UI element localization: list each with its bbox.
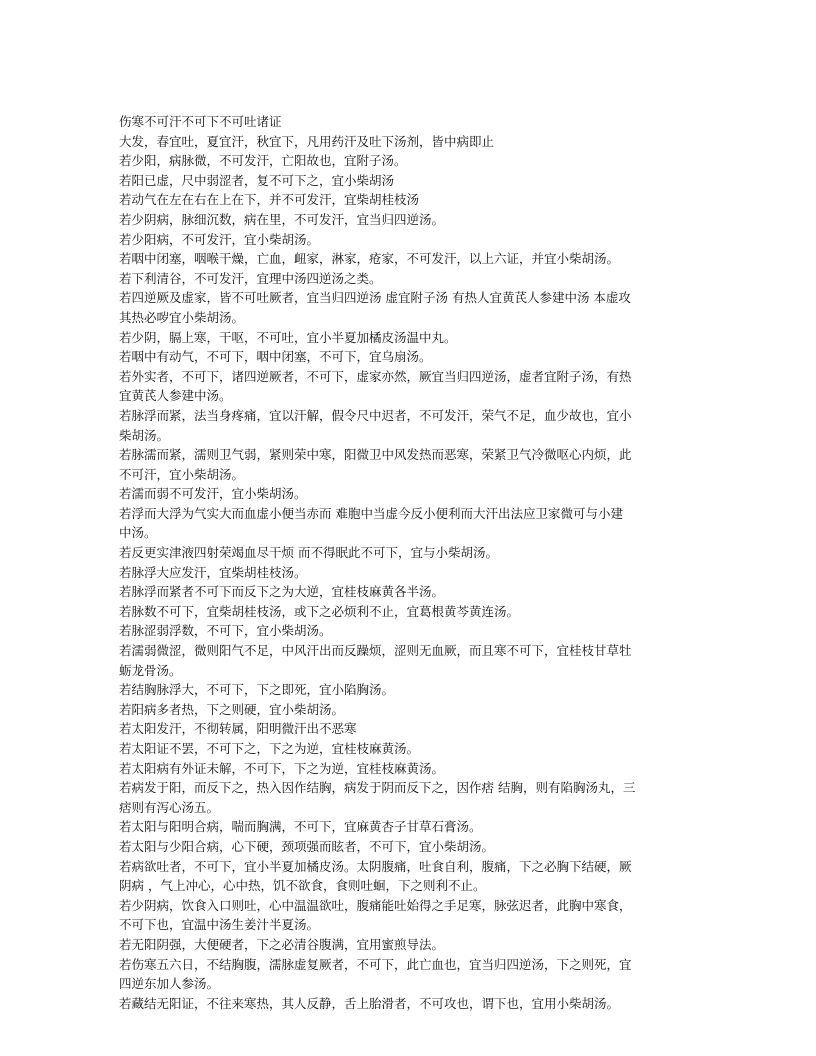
text-line: 不可下也，宜温中汤生姜汁半夏汤。 bbox=[119, 917, 320, 933]
text-line: 四逆东加人参汤。 bbox=[119, 976, 220, 992]
text-line: 若下利清谷，不可发汗，宜理中汤四逆汤之类。 bbox=[119, 270, 382, 286]
text-line: 若太阳与阳明合病，喘而胸满，不可下，宜麻黄杏子甘草石膏汤。 bbox=[119, 819, 482, 835]
text-line: 若动气在左在右在上在下，并不可发汗，宜柴胡桂枝汤 bbox=[119, 192, 420, 208]
document-title: 伤寒不可汗不可下不可吐诸证 bbox=[119, 114, 282, 129]
text-line: 若太阳与少阳合病，心下硬，颈项强而眩者，不可下，宜小柴胡汤。 bbox=[119, 838, 495, 854]
text-line: 大发，春宜吐，夏宜汗，秋宜下，凡用药汗及吐下汤剂，皆中病即止 bbox=[119, 133, 495, 149]
text-line: 若四逆厥及虚家，皆不可吐厥者，宜当归四逆汤 虚宜附子汤 有热人宜黄芪人参建中汤 本虚攻 bbox=[119, 290, 631, 306]
text-line: 若脉浮大应发汗，宜柴胡桂枝汤。 bbox=[119, 564, 307, 580]
text-line: 若外实者，不可下，诸四逆厥者，不可下，虚家亦然，厥宜当归四逆汤，虚者宜附子汤，有热 bbox=[119, 368, 632, 384]
text-line: 若脉数不可下，宜柴胡桂枝汤，或下之必烦利不止，宜葛根黄芩黄连汤。 bbox=[119, 603, 520, 619]
text-line: 若太阳病有外证未解，不可下，下之为逆，宜桂枝麻黄汤。 bbox=[119, 760, 445, 776]
text-line: 若脉浮而紧，法当身疼痛，宜以汗解，假令尺中迟者，不可发汗，荣气不足，血少故也，宜小 bbox=[119, 407, 632, 423]
text-line: 若浮而大浮为气实大而血虚小便当赤而 难胞中当虚今反小便利而大汗出法应卫家微可与小建 bbox=[119, 505, 623, 521]
text-line: 若病发于阳，而反下之，热入因作结胸，病发于阴而反下之，因作痞 结胸，则有陷胸汤丸，三 bbox=[119, 780, 636, 796]
text-line: 若阳已虚，尺中弱涩者，复不可下之，宜小柴胡汤 bbox=[119, 172, 395, 188]
text-line: 其热必哕宜小柴胡汤。 bbox=[119, 309, 245, 325]
text-line: 若无阳阴强，大便硬者，下之必清谷腹满，宜用蜜煎导法。 bbox=[119, 936, 445, 952]
text-line: 宜黄芪人参建中汤。 bbox=[119, 388, 232, 404]
text-line: 若反更实津液四射荣竭血尽干烦 而不得眠此不可下，宜与小柴胡汤。 bbox=[119, 545, 498, 561]
text-line: 若濡弱微涩，微则阳气不足，中风汗出而反躁烦，涩则无血厥，而且寒不可下，宜桂枝甘草牡 bbox=[119, 643, 632, 659]
text-line: 不可汗，宜小柴胡汤。 bbox=[119, 466, 245, 482]
text-line: 若少阳病，不可发汗，宜小柴胡汤。 bbox=[119, 231, 320, 247]
text-line: 若太阳发汗，不彻转属，阳明微汗出不恶寒 bbox=[119, 721, 357, 737]
text-line: 若少阴，膈上寒，干呕，不可吐，宜小半夏加橘皮汤温中丸。 bbox=[119, 329, 457, 345]
text-line: 若脉浮而紧者不可下而反下之为大逆，宜桂枝麻黄各半汤。 bbox=[119, 584, 445, 600]
text-line: 若脉涩弱浮数，不可下，宜小柴胡汤。 bbox=[119, 623, 332, 639]
text-line: 若阳病多者热，下之则硬，宜小柴胡汤。 bbox=[119, 701, 345, 717]
text-line: 若脉濡而紧，濡则卫气弱，紧则荣中寒，阳微卫中风发热而恶寒，荣紧卫气冷微呕心内烦，此 bbox=[119, 447, 632, 463]
text-line: 若咽中闭塞，咽喉干燥，亡血，衄家，淋家，疮家，不可发汗，以上六证，并宜小柴胡汤。 bbox=[119, 251, 620, 267]
text-line: 若少阴病，脉细沉数，病在里，不可发汗，宜当归四逆汤。 bbox=[119, 211, 445, 227]
text-line: 阴病 ，气上冲心，心中热，饥不欲食，食则吐蛔，下之则利不止。 bbox=[119, 878, 486, 894]
text-line: 若藏结无阳证，不往来寒热，其人反静，舌上胎滑者，不可攻也，谓下也，宜用小柴胡汤。 bbox=[119, 995, 620, 1011]
text-line: 中汤。 bbox=[119, 525, 157, 541]
text-line: 若伤寒五六日，不结胸腹，濡脉虚复厥者，不可下，此亡血也，宜当归四逆汤，下之则死，宜 bbox=[119, 956, 632, 972]
text-line: 若太阳证不罢，不可下之，下之为逆，宜桂枝麻黄汤。 bbox=[119, 741, 420, 756]
document-body bbox=[119, 132, 699, 1014]
document-page bbox=[119, 112, 699, 1013]
text-line: 柴胡汤。 bbox=[119, 427, 170, 443]
text-line: 痞则有泻心汤五。 bbox=[119, 799, 220, 815]
text-line: 若病欲吐者，不可下，宜小半夏加橘皮汤。太阴腹痛，吐食自利，腹痛，下之必胸下结硬，厥 bbox=[119, 858, 632, 874]
text-line: 若少阴病，饮食入口则吐，心中温温欲吐，腹痛能吐始得之手足寒，脉弦迟者，此胸中寒食， bbox=[119, 897, 632, 913]
text-line: 若少阳，病脉微，不可发汗，亡阳故也，宜附子汤。 bbox=[119, 153, 407, 169]
text-line: 若咽中有动气，不可下，咽中闭塞，不可下，宜乌扇汤。 bbox=[119, 349, 432, 365]
text-line: 蛎龙骨汤。 bbox=[119, 662, 182, 678]
text-line: 若结胸脉浮大，不可下，下之即死，宜小陷胸汤。 bbox=[119, 682, 395, 698]
text-line: 若濡而弱不可发汗，宜小柴胡汤。 bbox=[119, 486, 307, 502]
